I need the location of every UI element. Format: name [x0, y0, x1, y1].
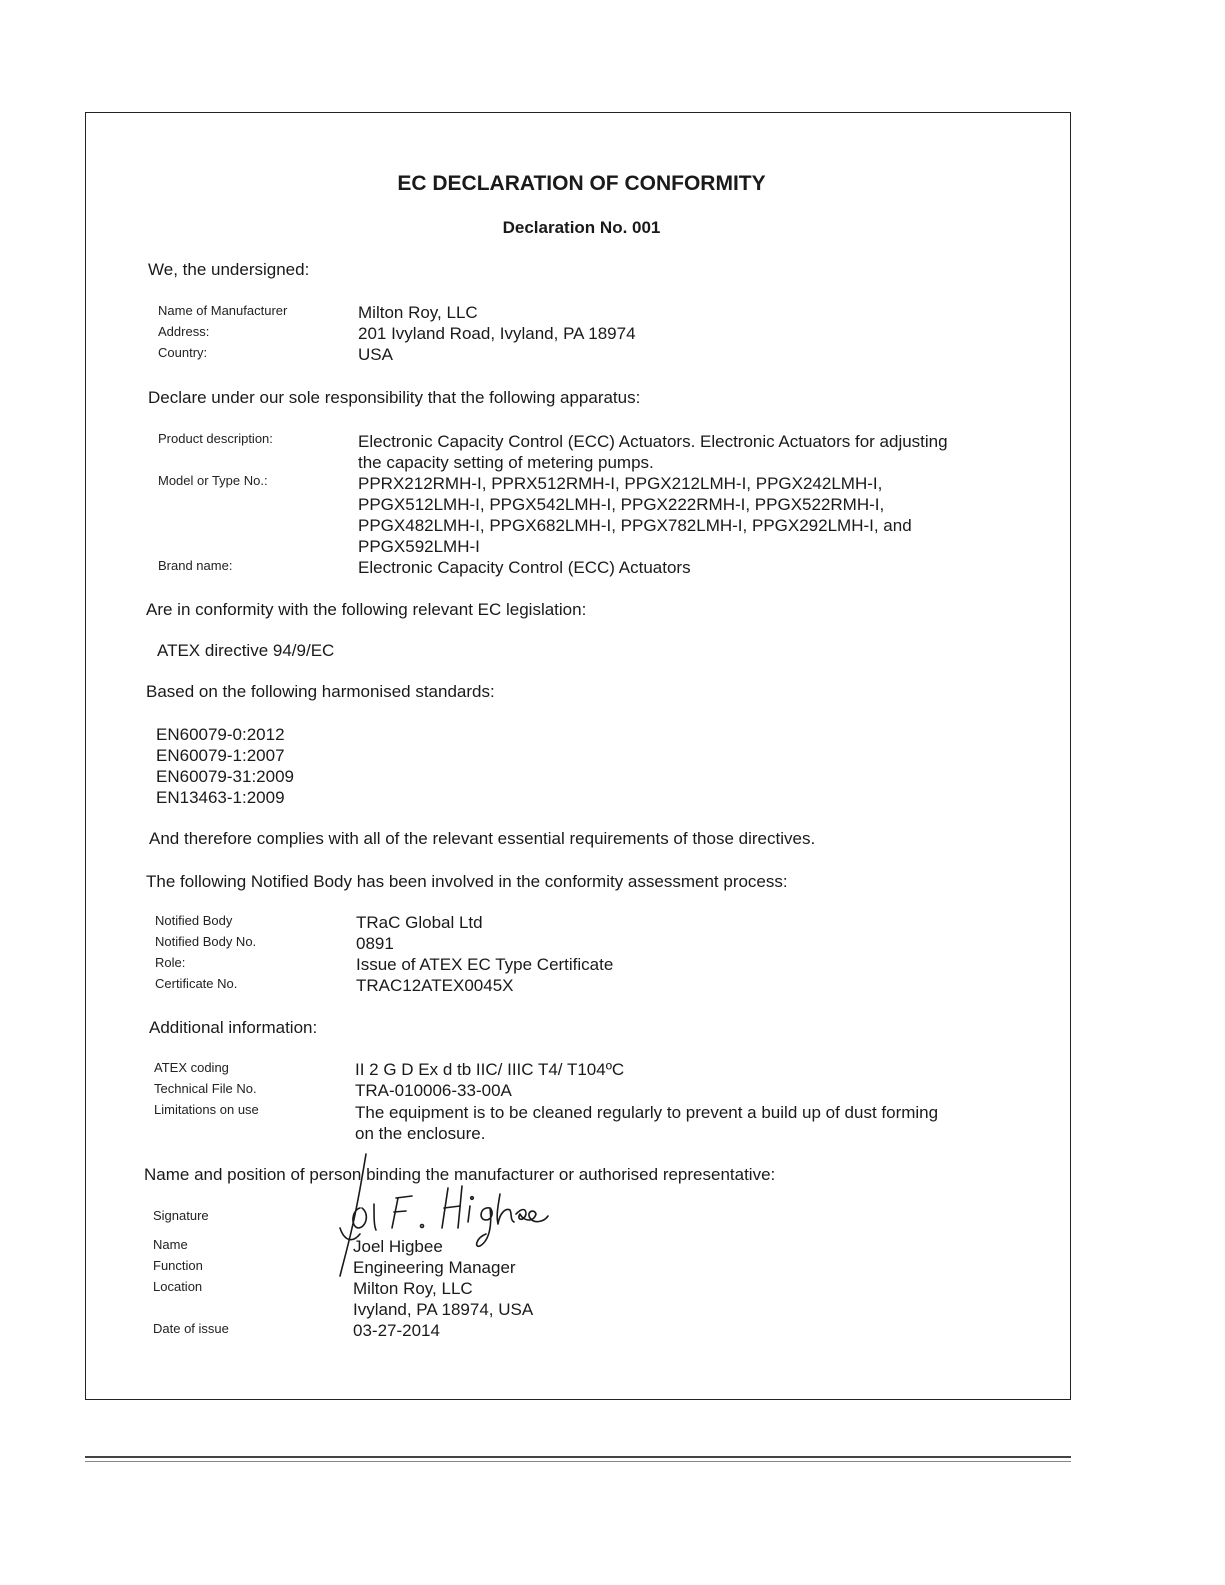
name-label: Name	[153, 1237, 188, 1252]
person-heading: Name and position of person binding the manufacturer or authorised representative:	[144, 1165, 776, 1184]
directive-text: ATEX directive 94/9/EC	[157, 641, 335, 660]
standard-item: EN13463-1:2009	[156, 788, 285, 807]
footer-rule	[85, 1456, 1071, 1458]
standard-item: EN60079-31:2009	[156, 767, 295, 786]
product-value: Electronic Capacity Control (ECC) Actuators. Electronic Actuators for adjusting the capacity setting of metering pumps.	[358, 432, 948, 472]
brand-label: Brand name:	[158, 558, 233, 573]
model-value: PPRX212RMH-I, PPRX512RMH-I, PPGX212LMH-I, PPGX242LMH-I, PPGX512LMH-I, PPGX542LMH-I, PPGX222RMH-I, PPGX522RMH-I, PPGX482LMH-I, PPGX682LMH-I, PPGX782LMH-I, PPGX292LMH-I, and PPGX592LMH-I	[358, 474, 912, 556]
certificate-value: TRAC12ATEX0045X	[356, 976, 514, 995]
address-label: Address:	[158, 324, 210, 339]
notified-body-value: TRaC Global Ltd	[356, 913, 483, 932]
standard-item: EN60079-0:2012	[156, 725, 285, 744]
brand-value: Electronic Capacity Control (ECC) Actuators	[358, 558, 691, 577]
atex-coding-label: ATEX coding	[154, 1060, 229, 1075]
address-value: 201 Ivyland Road, Ivyland, PA 18974	[358, 324, 636, 343]
product-label: Product description:	[158, 431, 273, 446]
manufacturer-name-value: Milton Roy, LLC	[358, 303, 478, 322]
document-title: EC DECLARATION OF CONFORMITY	[397, 172, 766, 195]
function-value: Engineering Manager	[353, 1258, 516, 1277]
footer-rule-thin	[85, 1461, 1071, 1462]
complies-text: And therefore complies with all of the relevant essential requirements of those directives.	[149, 829, 816, 848]
location-line1: Milton Roy, LLC	[353, 1279, 473, 1298]
date-value: 03-27-2014	[353, 1321, 440, 1340]
date-label: Date of issue	[153, 1321, 229, 1336]
location-line2: Ivyland, PA 18974, USA	[353, 1300, 534, 1319]
notified-number-value: 0891	[356, 934, 394, 953]
role-value: Issue of ATEX EC Type Certificate	[356, 955, 614, 974]
role-label: Role:	[155, 955, 186, 970]
limitations-value: The equipment is to be cleaned regularly to prevent a build up of dust forming on the enclosure.	[355, 1103, 939, 1143]
declaration-number: Declaration No. 001	[502, 218, 661, 237]
model-label: Model or Type No.:	[158, 473, 268, 488]
limitations-label: Limitations on use	[154, 1102, 259, 1117]
certificate-label: Certificate No.	[155, 976, 238, 991]
notified-heading: The following Notified Body has been involved in the conformity assessment process:	[146, 872, 788, 891]
atex-coding-value: II 2 G D Ex d tb IIC/ IIIC T4/ T104ºC	[355, 1060, 625, 1079]
location-label: Location	[153, 1279, 203, 1294]
additional-heading: Additional information:	[149, 1018, 318, 1037]
country-label: Country:	[158, 345, 208, 360]
technical-file-value: TRA-010006-33-00A	[355, 1081, 512, 1100]
standards-heading: Based on the following harmonised standards:	[146, 682, 495, 701]
notified-body-label: Notified Body	[155, 913, 233, 928]
conformity-heading: Are in conformity with the following relevant EC legislation:	[146, 600, 587, 619]
notified-number-label: Notified Body No.	[155, 934, 257, 949]
declare-heading: Declare under our sole responsibility that the following apparatus:	[148, 388, 641, 407]
standard-item: EN60079-1:2007	[156, 746, 285, 765]
manufacturer-name-label: Name of Manufacturer	[158, 303, 288, 318]
signature-label: Signature	[153, 1208, 209, 1223]
technical-file-label: Technical File No.	[154, 1081, 257, 1096]
name-value: Joel Higbee	[353, 1237, 443, 1256]
country-value: USA	[358, 345, 393, 364]
function-label: Function	[153, 1258, 203, 1273]
undersigned-heading: We, the undersigned:	[148, 260, 310, 279]
